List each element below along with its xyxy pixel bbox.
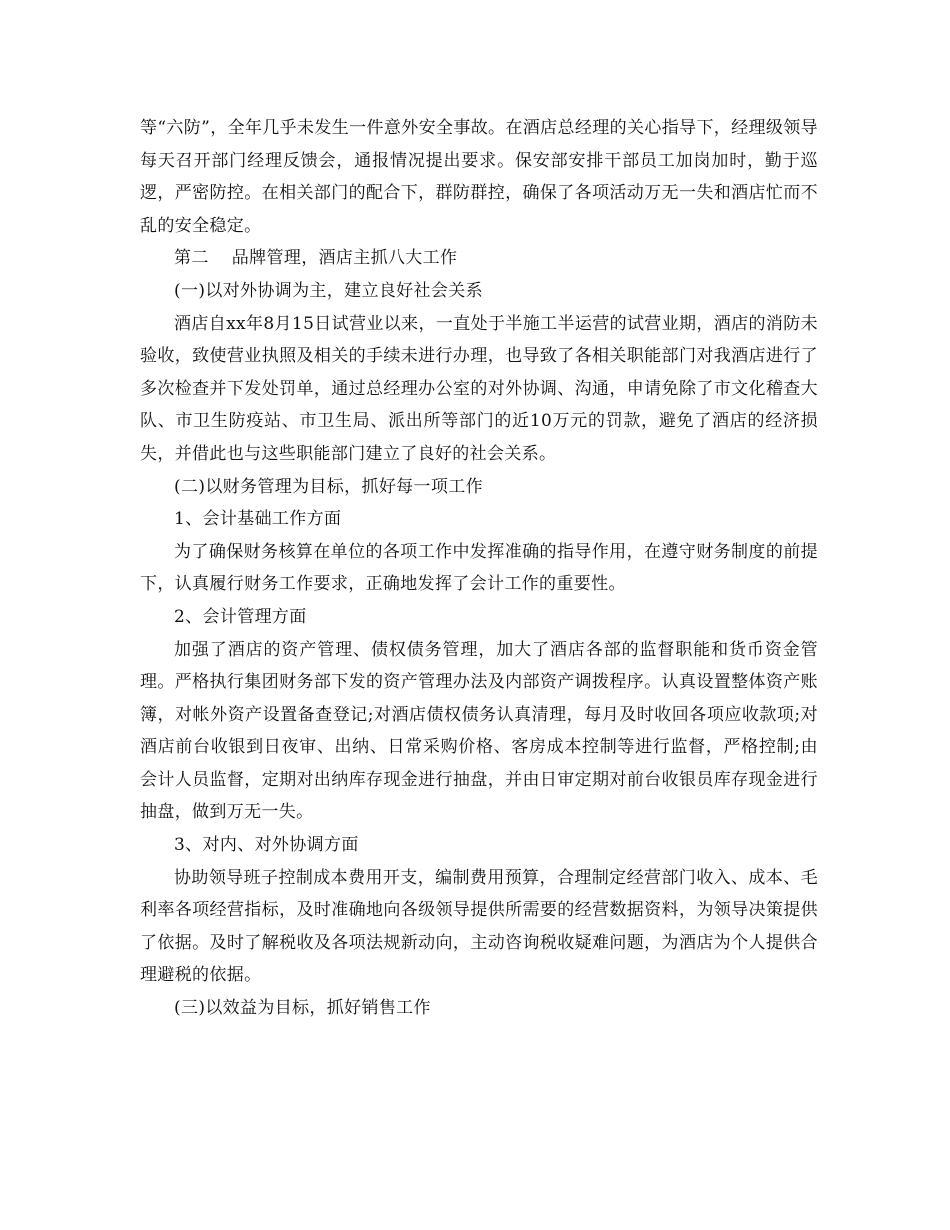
document-page — [140, 112, 818, 1025]
paragraph-security-summary: 等“六防”，全年几乎未发生一件意外安全事故。在酒店总经理的关心指导下，经理级领导每天召开部门经理反馈会，通报情况提出要求。保安部安排干部员工加岗加时，勤于巡逻，严密防控。在相关部门的配合下，群防群控，确保了各项活动万无一失和酒店忙而不乱的安全稳定。 — [140, 118, 818, 236]
paragraph-coordination: 协助领导班子控制成本费用开支，编制费用预算，合理制定经营部门收入、成本、毛利率各项经营指标，及时准确地向各级领导提供所需要的经营数据资料，为领导决策提供了依据。及时了解税收及各项法规新动向，主动咨询税收疑难问题，为酒店为个人提供合理避税的依据。 — [140, 867, 818, 986]
item-heading-accounting-basics: 1、会计基础工作方面 — [174, 509, 342, 530]
paragraph-accounting-basics: 为了确保财务核算在单位的各项工作中发挥准确的指导作用，在遵守财务制度的前提下，认真履行财务工作要求，正确地发挥了会计工作的重要性。 — [140, 541, 818, 595]
paragraph-accounting-management: 加强了酒店的资产管理、债权债务管理，加大了酒店各部的监督职能和货币资金管理。严格执行集团财务部下发的资产管理办法及内部资产调拨程序。认真设置整体资产账簿，对帐外资产设置备查登记;对酒店债权债务认真清理，每月及时收回各项应收款项;对酒店前台收银到日夜审、出纳、日常采购价格、客房成本控制等进行监督，严格控制;由会计人员监督，定期对出纳库存现金进行抽盘，并由日审定期对前台收银员库存现金进行抽盘，做到万无一失。 — [140, 639, 818, 823]
paragraph-external-coordination: 酒店自xx年8月15日试营业以来，一直处于半施工半运营的试营业期，酒店的消防未验收，致使营业执照及相关的手续未进行办理，也导致了各相关职能部门对我酒店进行了多次检查并下发处罚单，通过总经理办公室的对外协调、沟通，申请免除了市文化稽查大队、市卫生防疫站、市卫生局、派出所等部门的近10万元的罚款，避免了酒店的经济损失，并借此也与这些职能部门建立了良好的社会关系。 — [140, 313, 818, 464]
section-heading-brand-management: 第二 品牌管理，酒店主抓八大工作 — [174, 248, 458, 269]
item-heading-coordination: 3、对内、对外协调方面 — [174, 835, 359, 856]
item-heading-accounting-management: 2、会计管理方面 — [174, 606, 307, 627]
subheading-external-coordination: (一)以对外协调为主，建立良好社会关系 — [174, 280, 483, 301]
subheading-sales: (三)以效益为目标，抓好销售工作 — [174, 998, 431, 1019]
subheading-financial-management: (二)以财务管理为目标，抓好每一项工作 — [174, 476, 483, 497]
